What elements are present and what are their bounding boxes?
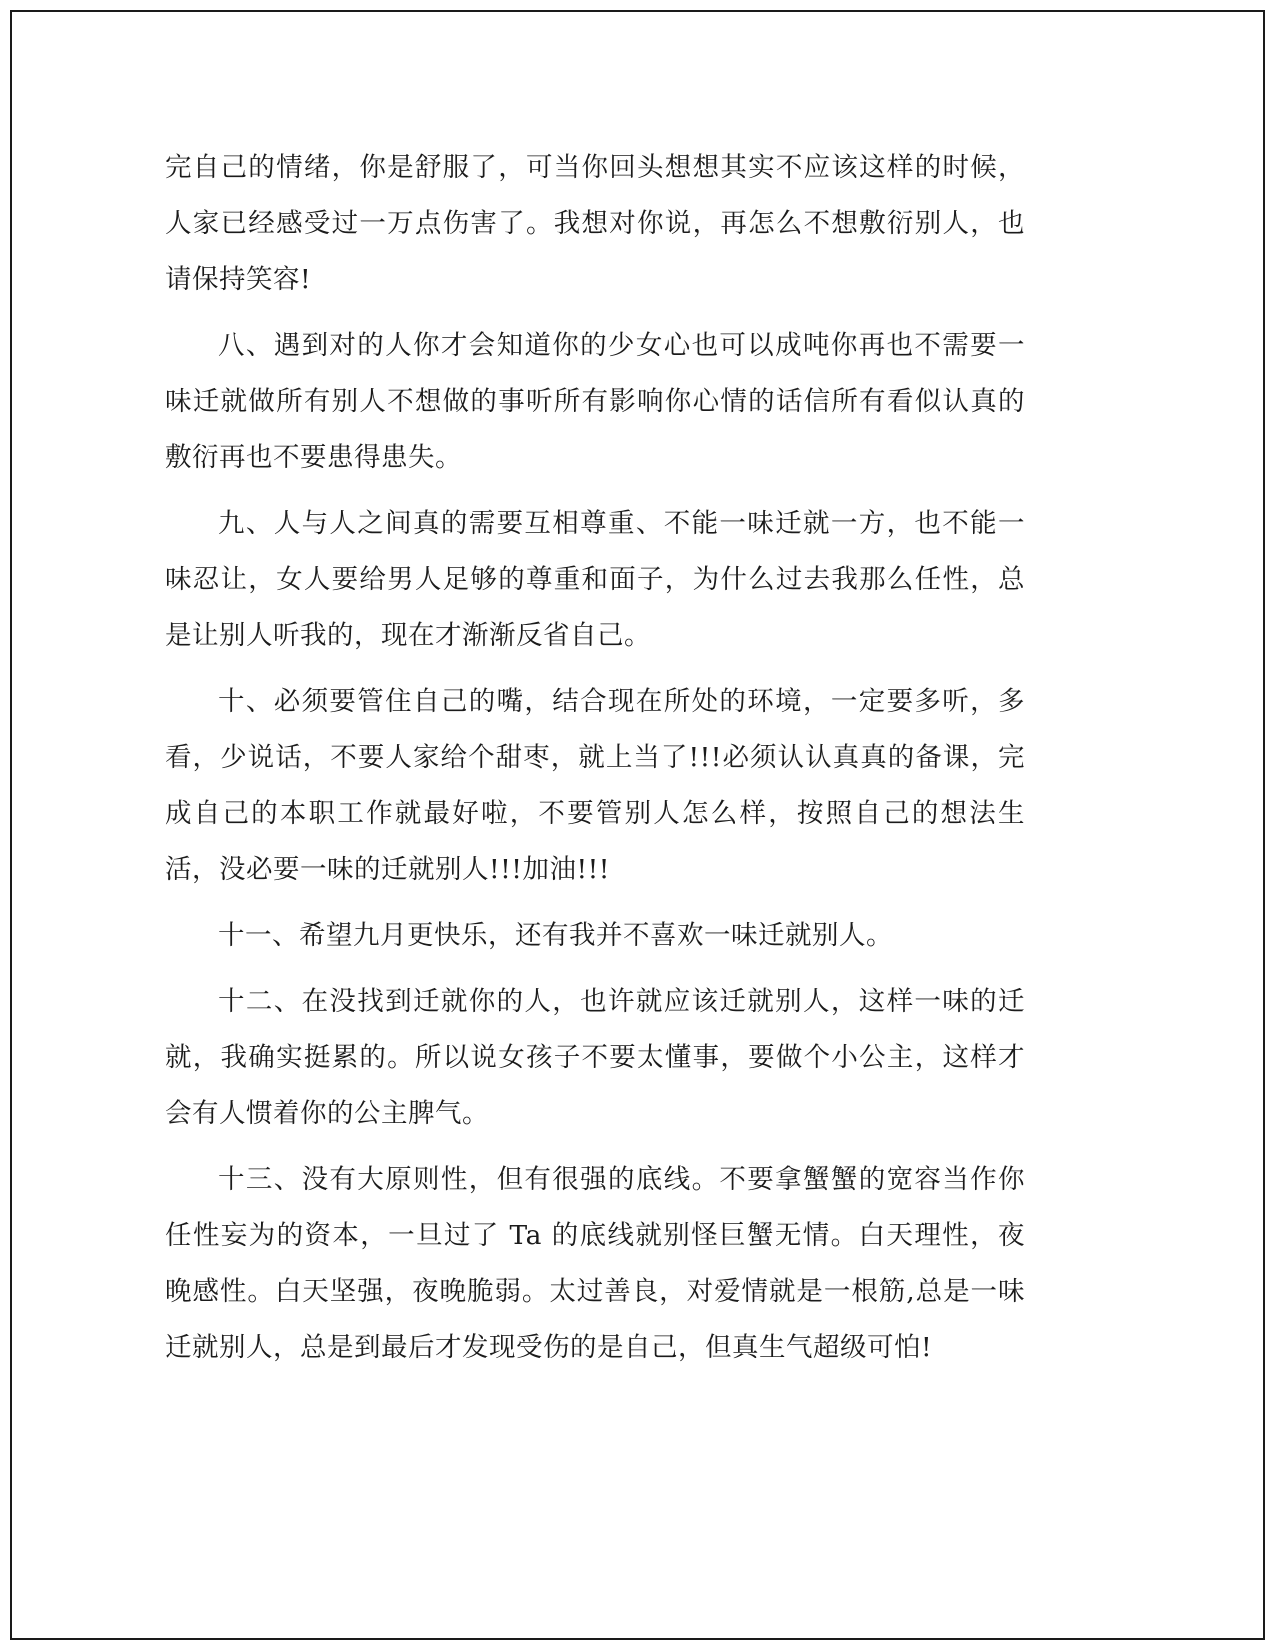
document-body — [165, 140, 1025, 1376]
paragraph-item-9: 九、人与人之间真的需要互相尊重、不能一味迁就一方，也不能一味忍让，女人要给男人足够的尊重和面子，为什么过去我那么任性，总是让别人听我的，现在才渐渐反省自己。 — [165, 508, 1025, 651]
paragraph-item-12: 十二、在没找到迁就你的人，也许就应该迁就别人，这样一味的迁就，我确实挺累的。所以说女孩子不要太懂事，要做个小公主，这样才会有人惯着你的公主脾气。 — [165, 986, 1025, 1129]
paragraph-continued: 完自己的情绪，你是舒服了，可当你回头想想其实不应该这样的时候，人家已经感受过一万点伤害了。我想对你说，再怎么不想敷衍别人，也请保持笑容! — [165, 152, 1025, 295]
paragraph-item-8: 八、遇到对的人你才会知道你的少女心也可以成吨你再也不需要一味迁就做所有别人不想做的事听所有影响你心情的话信所有看似认真的敷衍再也不要患得患失。 — [165, 330, 1025, 473]
paragraph-item-11: 十一、希望九月更快乐，还有我并不喜欢一味迁就别人。 — [218, 920, 893, 951]
paragraph-item-10: 十、必须要管住自己的嘴，结合现在所处的环境，一定要多听，多看，少说话，不要人家给个甜枣，就上当了!!!必须认认真真的备课，完成自己的本职工作就最好啦，不要管别人怎么样，按照自己的想法生活，没必要一味的迁就别人!!!加油!!! — [165, 686, 1025, 885]
paragraph-item-13: 十三、没有大原则性，但有很强的底线。不要拿蟹蟹的宽容当作你任性妄为的资本，一旦过了 Ta 的底线就别怪巨蟹无情。白天理性，夜晚感性。白天坚强，夜晚脆弱。太过善良，对爱情就是一根筋,总是一味迁就别人，总是到最后才发现受伤的是自己，但真生气超级可怕! — [165, 1164, 1025, 1363]
